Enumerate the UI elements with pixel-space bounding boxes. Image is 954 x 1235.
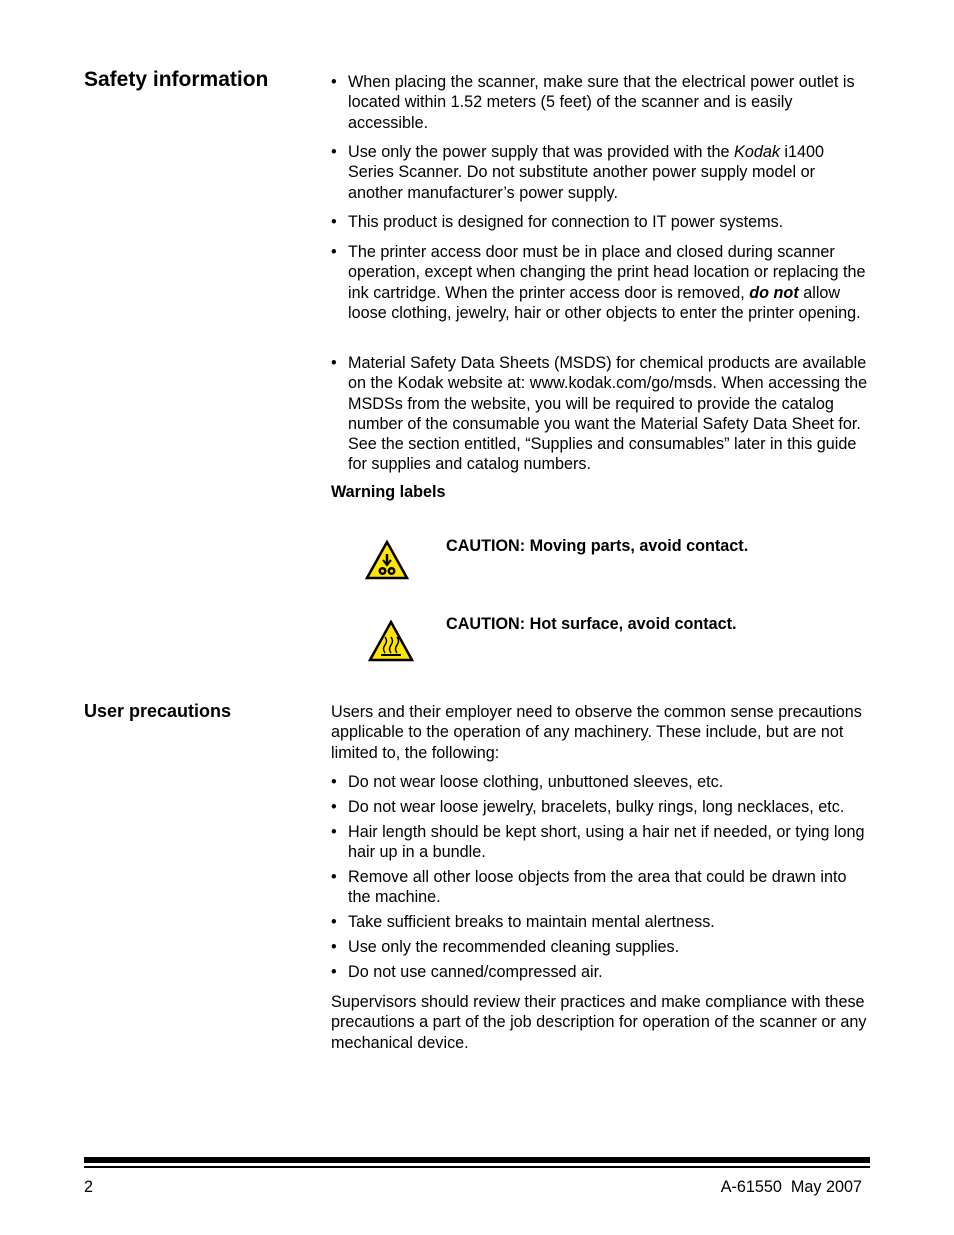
user-precautions-intro: Users and their employer need to observe the common sense precautions applicable to the operation of any machinery. These include, but are not limited to, the following: xyxy=(331,703,862,762)
document-id: A-61550 May 2007 xyxy=(720,1178,862,1196)
footer-rule-thick xyxy=(84,1157,870,1163)
bullet-text: Remove all other loose objects from the area that could be drawn into the machine. xyxy=(348,868,847,907)
bullet-dot: • xyxy=(331,73,337,91)
warning-labels-heading: Warning labels xyxy=(331,483,446,501)
bullet-dot: • xyxy=(331,963,337,981)
bullet-text-pre: Use only the power supply that was provided with the xyxy=(348,143,735,161)
page-number: 2 xyxy=(84,1178,94,1196)
section-heading-safety: Safety information xyxy=(84,68,269,91)
bullet-dot: • xyxy=(331,938,337,956)
user-precautions-closing: Supervisors should review their practices and make compliance with these precautions a part of the job description for operation of the scanner or any mechanical device. xyxy=(331,993,867,1052)
bullet-text-post: i1400 Series Scanner. Do not substitute another power supply model or another manufacturer’s power supply. xyxy=(348,143,825,202)
bullet-text: Material Safety Data Sheets (MSDS) for chemical products are available on the Kodak website at: www.kodak.com/go/msds. When accessing the MSDSs from the website, you will be required to provide the catalog number of the consumable you want the Material Safety Data Sheet for. See the section entitled, “Supplies and consumables” later in this guide for supplies and catalog numbers. xyxy=(348,354,868,474)
bullet-text-post: allow loose clothing, jewelry, hair or other objects to enter the printer opening. xyxy=(348,283,861,322)
moving-parts-warning-icon xyxy=(365,540,409,580)
bullet-text: Do not wear loose clothing, unbuttoned sleeves, etc. xyxy=(348,773,724,791)
bullet-text: Hair length should be kept short, using a hair net if needed, or tying long hair up in a bundle. xyxy=(348,823,865,862)
bullet-dot: • xyxy=(331,243,337,261)
bullet-text: When placing the scanner, make sure that the electrical power outlet is located within 1.52 meters (5 feet) of the scanner and is easily accessible. xyxy=(348,73,855,132)
hot-surface-warning-icon xyxy=(368,620,414,662)
bullet-text xyxy=(348,142,873,203)
bullet-text-pre: The printer access door must be in place and closed during scanner operation, except when changing the print head location or replacing the ink cartridge. When the printer access door is removed, xyxy=(348,243,866,302)
bullet-dot: • xyxy=(331,823,337,841)
bullet-dot: • xyxy=(331,798,337,816)
bullet-text: Do not use canned/compressed air. xyxy=(348,963,603,981)
bullet-text: Do not wear loose jewelry, bracelets, bulky rings, long necklaces, etc. xyxy=(348,798,845,816)
bullet-dot: • xyxy=(331,868,337,886)
emphasis-do-not: do not xyxy=(749,283,799,302)
caution-moving-parts: CAUTION: Moving parts, avoid contact. xyxy=(446,537,749,555)
caution-hot-surface: CAUTION: Hot surface, avoid contact. xyxy=(446,615,737,633)
bullet-dot: • xyxy=(331,913,337,931)
brand-name: Kodak xyxy=(734,143,780,161)
bullet-dot: • xyxy=(331,773,337,791)
bullet-dot: • xyxy=(331,143,337,161)
bullet-text: Use only the recommended cleaning supplies. xyxy=(348,938,680,956)
bullet-text: Take sufficient breaks to maintain mental alertness. xyxy=(348,913,715,931)
bullet-dot: • xyxy=(331,213,337,231)
section-heading-user-precautions: User precautions xyxy=(84,701,232,721)
bullet-text xyxy=(348,242,873,323)
footer-rule-thin xyxy=(84,1166,870,1168)
bullet-dot: • xyxy=(331,354,337,372)
bullet-text: This product is designed for connection to IT power systems. xyxy=(348,213,784,231)
